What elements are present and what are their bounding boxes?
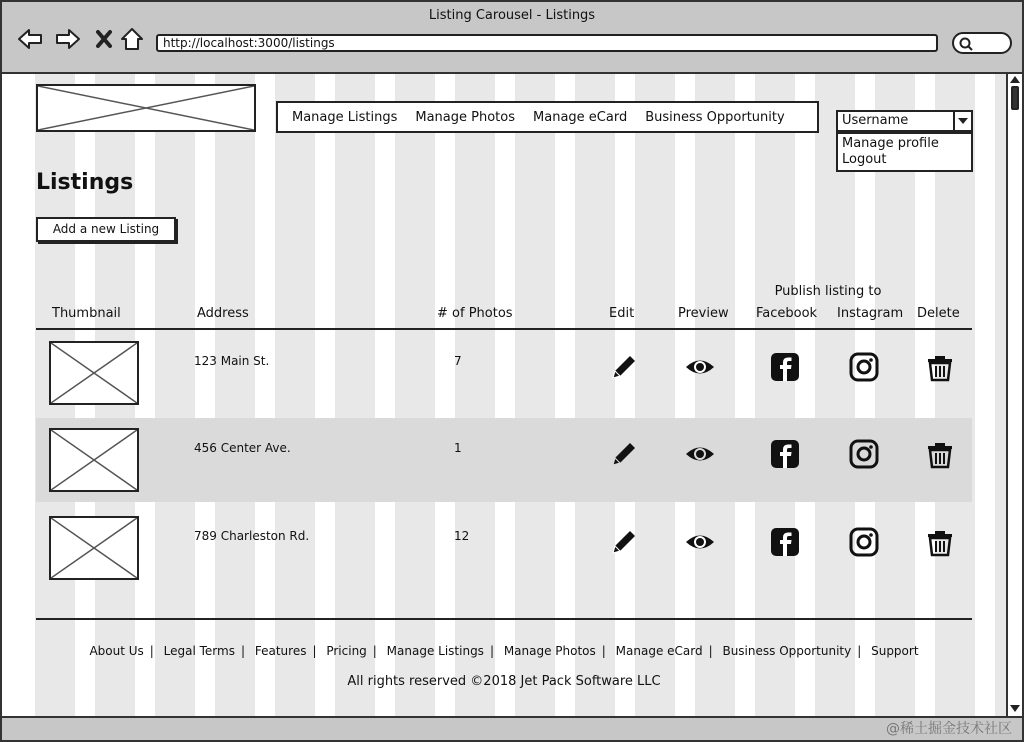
footer-link-features[interactable]: Features (254, 644, 307, 658)
eye-icon[interactable] (684, 526, 716, 558)
header-preview: Preview (678, 306, 729, 321)
header-facebook: Facebook (756, 306, 818, 321)
trash-icon[interactable] (924, 438, 956, 470)
url-input[interactable]: http://localhost:3000/listings (156, 34, 938, 52)
listing-photo-count: 7 (454, 354, 462, 368)
instagram-icon[interactable] (848, 526, 880, 558)
watermark: @稀土掘金技术社区 (886, 721, 1012, 737)
facebook-icon[interactable] (769, 351, 801, 383)
nav-manage-photos[interactable]: Manage Photos (415, 109, 516, 125)
header-publish-group: Publish listing to (774, 284, 882, 299)
trash-icon[interactable] (924, 526, 956, 558)
status-bar (2, 716, 1022, 740)
trash-icon[interactable] (924, 351, 956, 383)
header-instagram: Instagram (837, 306, 904, 321)
listing-address: 123 Main St. (194, 354, 270, 368)
pencil-icon[interactable] (608, 438, 640, 470)
page-viewport (2, 74, 1006, 716)
scroll-down-icon[interactable] (1010, 705, 1020, 712)
scroll-thumb[interactable] (1011, 86, 1019, 110)
facebook-icon[interactable] (769, 526, 801, 558)
nav-manage-listings[interactable]: Manage Listings (292, 109, 398, 125)
header-photos: # of Photos (437, 306, 513, 321)
search-icon (958, 36, 974, 52)
eye-icon[interactable] (684, 438, 716, 470)
back-arrow-icon[interactable] (16, 26, 44, 52)
main-nav (276, 101, 819, 133)
instagram-icon[interactable] (848, 351, 880, 383)
pencil-icon[interactable] (608, 526, 640, 558)
header-thumbnail: Thumbnail (52, 306, 121, 321)
browser-chrome (2, 2, 1022, 74)
instagram-icon[interactable] (848, 438, 880, 470)
vertical-scrollbar[interactable] (1006, 74, 1022, 716)
footer-link-manage-listings[interactable]: Manage Listings (386, 644, 484, 658)
window-title: Listing Carousel - Listings (428, 8, 596, 23)
table-row (36, 332, 972, 416)
scroll-up-icon[interactable] (1010, 76, 1020, 83)
menu-item-manage-profile[interactable]: Manage profile (842, 136, 939, 151)
username-select[interactable] (836, 110, 973, 132)
footer-link-manage-photos[interactable]: Manage Photos (503, 644, 596, 658)
footer-link-legal[interactable]: Legal Terms (163, 644, 235, 658)
home-icon[interactable] (118, 26, 146, 52)
header-edit: Edit (609, 306, 635, 321)
close-icon[interactable] (90, 26, 118, 52)
listing-thumbnail[interactable] (49, 428, 139, 492)
user-dropdown (836, 110, 973, 206)
footer-link-about[interactable]: About Us (89, 644, 144, 658)
page-title: Listings (36, 170, 134, 195)
table-row (36, 506, 972, 590)
nav-manage-ecard[interactable]: Manage eCard (533, 109, 628, 125)
footer-divider (36, 618, 972, 620)
footer-link-manage-ecard[interactable]: Manage eCard (615, 644, 703, 658)
listing-thumbnail[interactable] (49, 341, 139, 405)
browser-search-field[interactable] (952, 32, 1012, 54)
header-delete: Delete (917, 306, 960, 321)
footer-link-pricing[interactable]: Pricing (326, 644, 367, 658)
nav-business-opportunity[interactable]: Business Opportunity (645, 109, 785, 125)
footer-link-support[interactable]: Support (871, 644, 919, 658)
facebook-icon[interactable] (769, 438, 801, 470)
listing-photo-count: 1 (454, 441, 462, 455)
header-divider (36, 328, 972, 330)
footer-links: About Us | Legal Terms | Features | Pricing | Manage Listings | Manage Photos | Manage eCard | Business Opportunity | Support (89, 644, 919, 658)
listing-thumbnail[interactable] (49, 516, 139, 580)
footer-copyright: All rights reserved ©2018 Jet Pack Software LLC (347, 674, 661, 689)
eye-icon[interactable] (684, 351, 716, 383)
chevron-down-icon[interactable] (953, 112, 971, 130)
listing-address: 789 Charleston Rd. (194, 529, 310, 543)
username-value: Username (842, 113, 909, 128)
listing-address: 456 Center Ave. (194, 441, 291, 455)
menu-item-logout[interactable]: Logout (842, 152, 887, 167)
forward-arrow-icon[interactable] (54, 26, 82, 52)
table-row (36, 418, 972, 502)
footer-link-business-opportunity[interactable]: Business Opportunity (722, 644, 852, 658)
pencil-icon[interactable] (608, 351, 640, 383)
add-listing-button[interactable]: Add a new Listing (36, 217, 176, 242)
listing-photo-count: 12 (454, 529, 470, 543)
user-menu (836, 132, 973, 172)
header-address: Address (197, 306, 249, 321)
logo-placeholder[interactable] (36, 84, 256, 132)
